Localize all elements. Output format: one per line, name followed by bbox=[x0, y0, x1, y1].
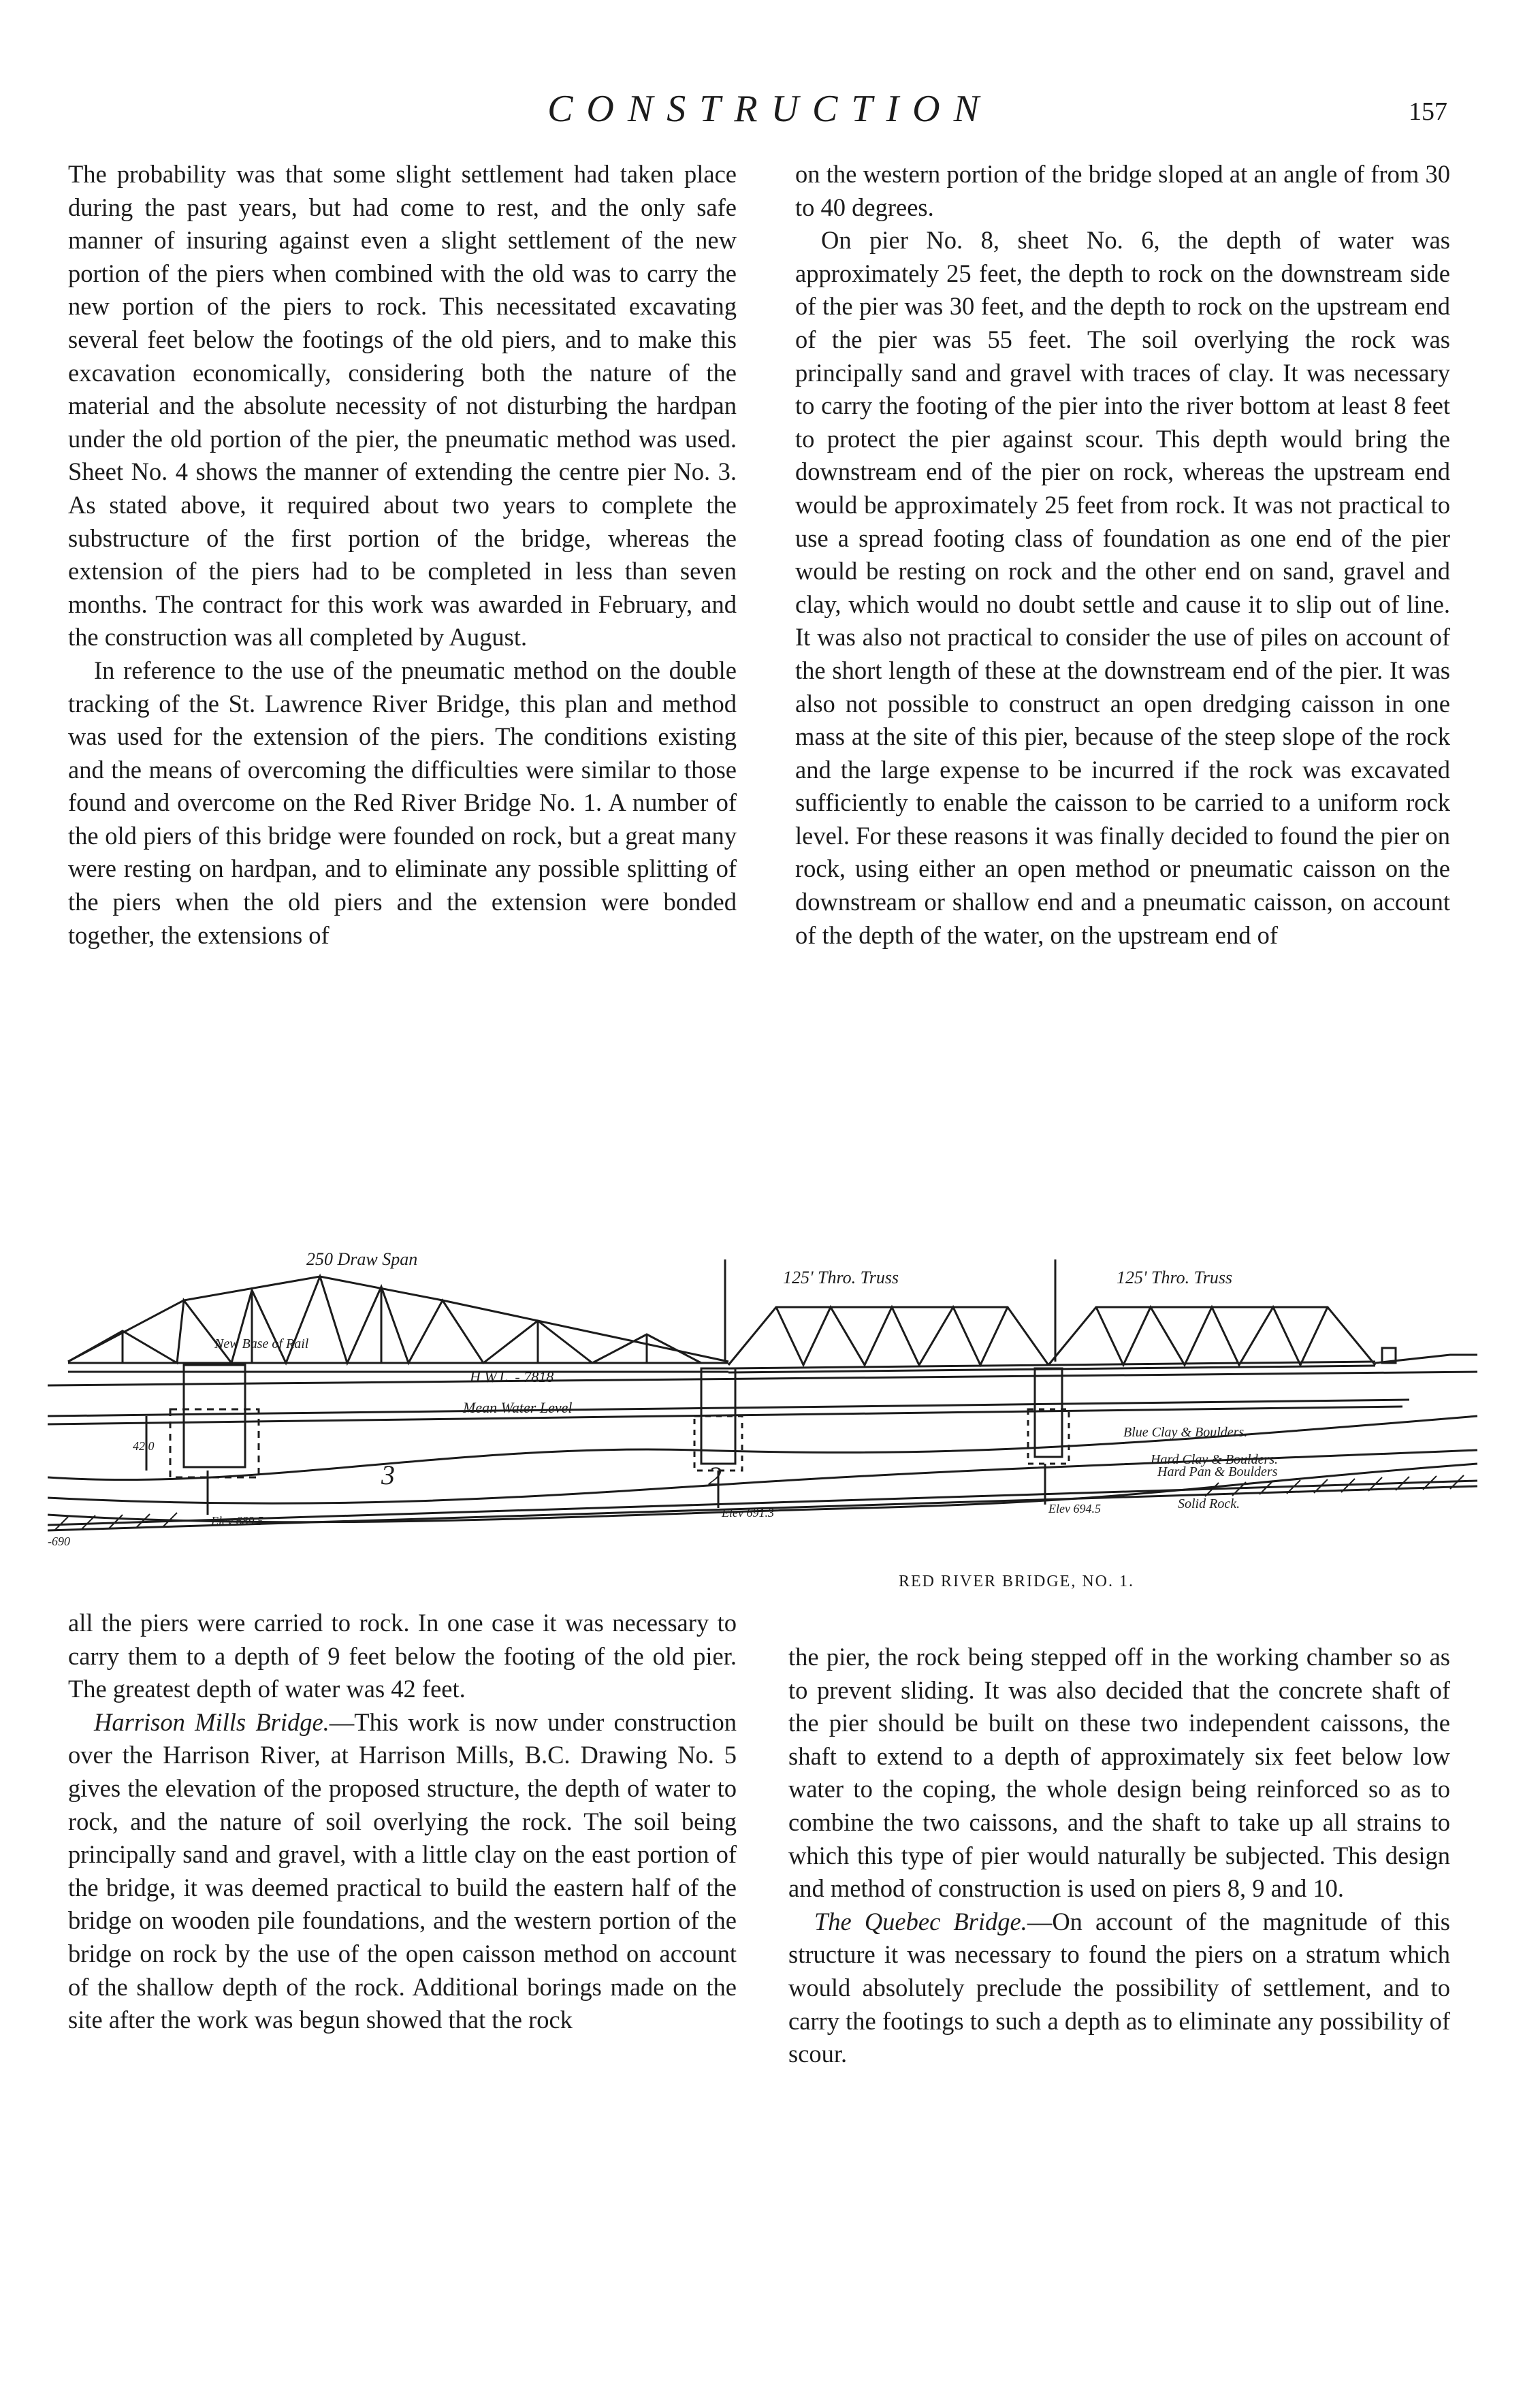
label-blue-clay: Blue Clay & Boulders. bbox=[1123, 1425, 1248, 1440]
label-elev-left: -690 bbox=[48, 1535, 70, 1548]
label-pier-3: 3 bbox=[381, 1460, 395, 1490]
label-new-base: New Base of Rail bbox=[214, 1336, 309, 1351]
label-hard-clay: Hard Clay & Boulders. bbox=[1151, 1452, 1279, 1467]
paragraph: The probability was that some slight settlement had taken place during the past years, but had come to rest, and the only safe manner of insuring against even a slight settlement of the new portion of the piers when combined with the old was to carry the new portion of the piers to rock. This necessitated excavating several feet below the footings of the old piers, and to make this excavation economically, considering both the nature of the material and the absolute necessity of not disturbing the hardpan under the old portion of the pier, the pneumatic method was used. Sheet No. 4 shows the manner of extending the centre pier No. 3. As stated above, it required about two years to complete the substructure of the first portion of the bridge, whereas the extension of the piers had to be completed in less than seven months. The contract for this work was awarded in February, and the construction was all completed by August. bbox=[68, 160, 737, 652]
label-truss-2: 125' Thro. Truss bbox=[1117, 1268, 1233, 1287]
pier-right bbox=[1035, 1368, 1062, 1457]
column-bottom-left bbox=[68, 1607, 737, 2037]
paragraph: In reference to the use of the pneumatic method on the double tracking of the St. Lawrence River Bridge, this plan and method was used for the extension of the piers. The conditions existing and the means of overcoming the difficulties were similar to those found and overcome on the Red River Bridge No. 1. A number of the old piers of this bridge were founded on rock, but a great many were resting on hardpan, and to eliminate any possible splitting of the piers when the old piers and the extension were bonded together, the extensions of bbox=[68, 656, 737, 949]
harrison-text: —This work is now under construction over the Harrison River, at Harrison Mills, B.C. Drawing No. 5 gives the elevation of the proposed structure, the depth of water to rock, and the nature of soil overlying the rock. The soil being principally sand and gravel, with a little clay on the east portion of the bridge, it was deemed practical to build the eastern half of the bridge on wooden pile foundations, and the western portion of the bridge on rock by the use of the open caisson method on account of the shallow depth of the rock. Additional borings made on the site after the work was begun showed that the rock bbox=[68, 1707, 737, 2034]
paragraph: the pier, the rock being stepped off in the working chamber so as to prevent sliding. It was also decided that the concrete shaft of the pier should be built on these two independent caissons, the shaft to extend to a depth of approximately six feet below low water to the coping, the whole design being reinforced so as to combine the two caissons, and the shaft to take up all strains to which this type of pier would naturally be subjected. This design and method of construction is used on piers 8, 9 and 10. bbox=[788, 1643, 1450, 1903]
pier-3 bbox=[184, 1365, 245, 1467]
hwl-line bbox=[48, 1372, 1477, 1385]
paragraph: On pier No. 8, sheet No. 6, the depth of water was approximately 25 feet, the depth to rock on the downstream side of the pier was 30 feet, and the depth to rock on the upstream end of the pier was 55 feet. The soil overlying the rock was principally sand and gravel with traces of clay. It was necessary to carry the footing of the pier into the river bottom at least 8 feet to protect the pier against scour. This depth would bring the downstream end of the pier on rock, whereas the upstream end would be approximately 25 feet from rock. It was not practical to use a spread footing class of foundation as one end of the pier would be resting on rock and the other end on sand, gravel and clay, which would no doubt settle and cause it to slip out of line. It was also not practical to consider the use of piles on account of the short length of these at the downstream end of the pier. It was also not possible to construct an open dredging caisson in one mass at the site of this pier, because of the steep slope of the rock and the large expense to be incurred if the rock was excavated sufficiently to enable the caisson to be carried to a uniform rock level. For these reasons it was finally decided to found the pier on rock, using either an open method or pneumatic caisson on the downstream or shallow end and a pneumatic caisson, on account of the depth of the water, on the upstream end of bbox=[795, 226, 1450, 949]
label-depth-mark: 42.0 bbox=[133, 1439, 155, 1453]
label-elev-pier2: Elev 691.3 bbox=[722, 1506, 774, 1520]
label-truss-1: 125' Thro. Truss bbox=[783, 1268, 899, 1287]
figure-caption: RED RIVER BRIDGE, NO. 1. bbox=[899, 1573, 1134, 1590]
label-solid-rock: Solid Rock. bbox=[1178, 1496, 1240, 1511]
embankment bbox=[1375, 1355, 1477, 1363]
label-mean-water: Mean Water Level bbox=[463, 1399, 573, 1416]
paragraph-quebec bbox=[788, 1906, 1450, 2071]
column-top-left bbox=[68, 158, 737, 952]
label-elev-pier3: Elev 689.5 bbox=[211, 1514, 263, 1528]
bridge-drawing-svg bbox=[48, 1246, 1498, 1607]
running-header-title: CONSTRUCTION bbox=[547, 88, 993, 130]
label-draw-span: 250 Draw Span bbox=[306, 1249, 418, 1269]
mean-water-line bbox=[48, 1400, 1409, 1416]
paragraph: all the piers were carried to rock. In one case it was necessary to carry them to a depth of 9 feet below the footing of the old pier. The greatest depth of water was 42 feet. bbox=[68, 1609, 737, 1703]
truss-2 bbox=[1048, 1307, 1375, 1365]
label-pier-2: 2 bbox=[708, 1461, 722, 1492]
page-number: 157 bbox=[1409, 97, 1447, 126]
paragraph-harrison bbox=[68, 1706, 737, 2037]
quebec-heading: The Quebec Bridge. bbox=[814, 1907, 1027, 1936]
label-elev-pier-right: Elev 694.5 bbox=[1048, 1502, 1101, 1515]
paragraph: on the western portion of the bridge sloped at an angle of from 30 to 40 degrees. bbox=[795, 160, 1450, 221]
quebec-text: —On account of the magnitude of this structure it was necessary to found the piers on a stratum which would absolutely preclude the possibility of settlement, and to carry the footings to such a depth as to eliminate any possibility of scour. bbox=[788, 1907, 1450, 2068]
label-hwl: H.W.L. - 7818 bbox=[470, 1368, 554, 1385]
harrison-heading: Harrison Mills Bridge. bbox=[94, 1707, 330, 1736]
column-bottom-right bbox=[788, 1641, 1450, 2071]
label-hard-pan: Hard Pan & Boulders bbox=[1157, 1464, 1278, 1479]
bridge-elevation-drawing bbox=[48, 1246, 1498, 1607]
draw-span-truss-top bbox=[68, 1276, 728, 1362]
column-top-right bbox=[795, 158, 1450, 952]
